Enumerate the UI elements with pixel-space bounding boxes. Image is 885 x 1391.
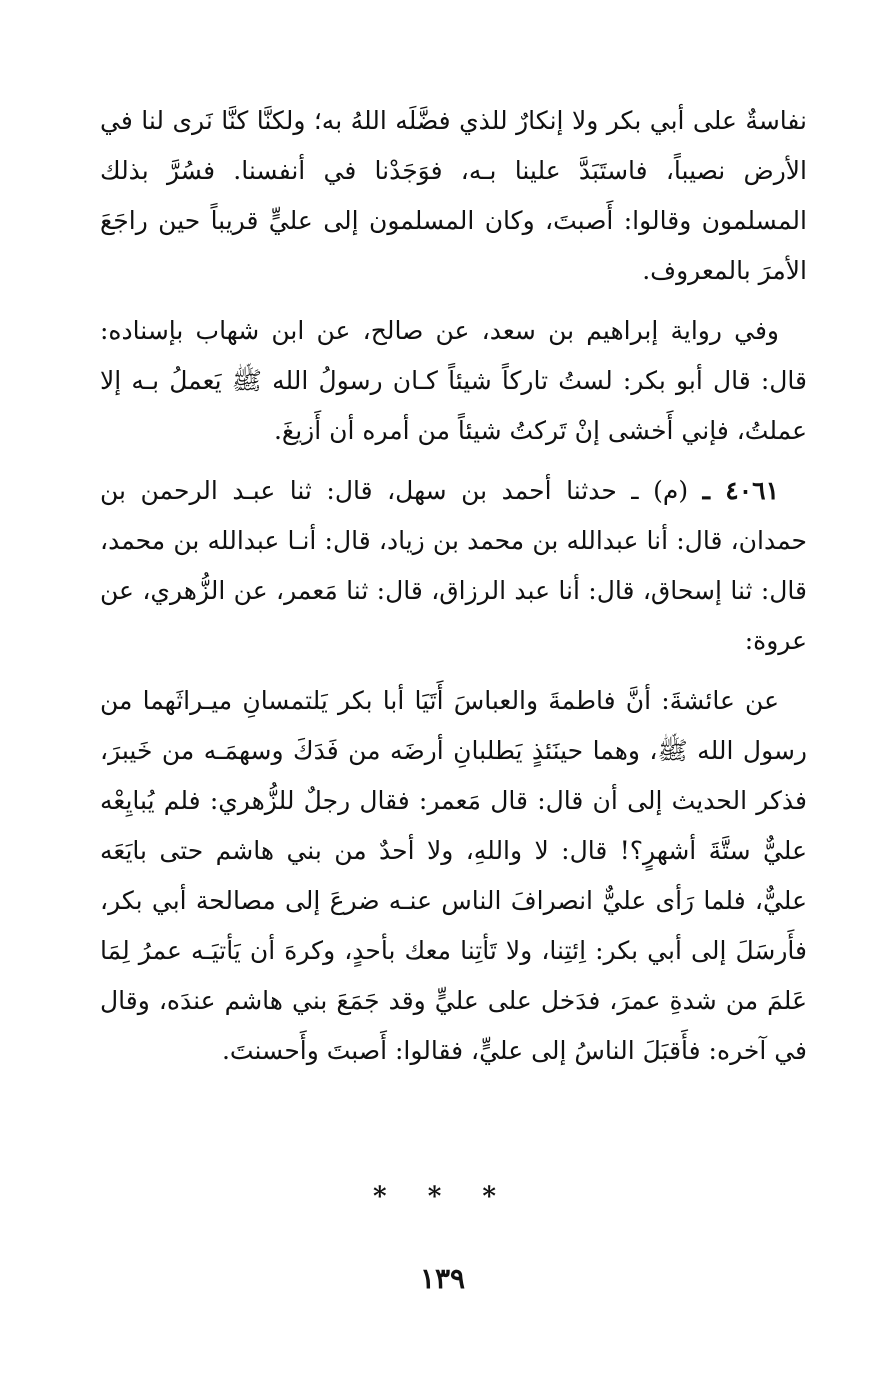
section-ornament: * * * [373,1182,512,1212]
main-text [100,96,807,1076]
hadith-isnad-text: (م) ـ حدثنا أحمد بن سهل، قال: ثنا عبـد الرحمن بن حمدان، قال: أنا عبدالله بن محمد بن زياد، قال: أنـا عبدالله بن محمد، قال: ثنا إسحاق، قال: أنا عبد الرزاق، قال: ثنا مَعمر، عن الزُّهري، عن عروة: [100,476,807,655]
paragraph-continuation: نفاسةٌ على أبي بكر ولا إنكارٌ للذي فضَّلَه اللهُ به؛ ولكنَّا كنَّا نَرى لنا في الأرض نصيباً، فاستَبَدَّ علينا بـه، فوَجَدْنا في أنفسنا. فسُرَّ بذلك المسلمون وقالوا: أَصبتَ، وكان المسلمون إلى عليٍّ قريباً حين راجَعَ الأمرَ بالمعروف. [100,106,807,285]
paragraph-hadith-isnad [100,466,807,666]
paragraph-hadith-matn: عن عائشةَ: أنَّ فاطمةَ والعباسَ أَتَيَا أبا بكر يَلتمسانِ ميـراثَهما من رسول الله ﷺ، وهما حينَئذٍ يَطلبانِ أرضَه من فَدَكَ وسهمَـه من خَيبرَ، فذكر الحديث إلى أن قال: قال مَعمر: فقال رجلٌ للزُّهري: فلم يُبايِعْه عليٌّ ستَّةَ أشهرٍ؟! قال: لا واللهِ، ولا أحدٌ من بني هاشم حتى بايَعَه عليٌّ، فلما رَأى عليٌّ انصرافَ الناس عنـه ضرعَ إلى مصالحة أبي بكر، فأَرسَلَ إلى أبي بكر: اِئتِنا، ولا تَأتِنا معك بأحدٍ، وكرهَ أن يَأتيَـه عمرُ لِمَا عَلمَ من شدةِ عمرَ، فدَخل على عليٍّ وقد جَمَعَ بني هاشم عندَه، وقال في آخره: فأَقبَلَ الناسُ إلى عليٍّ، فقالوا: أَصبتَ وأَحسنتَ. [100,686,807,1065]
hadith-number: ٤٠٦١ ـ [702,476,779,505]
page-number: ١٣٩ [419,1262,466,1295]
paragraph-ibrahim-narration: وفي رواية إبراهيم بن سعد، عن صالح، عن ابن شهاب بإسناده: قال: قال أبو بكر: لستُ تاركاً شيئاً كـان رسولُ الله ﷺ يَعملُ بـه إلا عملتُ، فإني أَخشى إنْ تَركتُ شيئاً من أمره أن أَزيغَ. [100,316,807,445]
